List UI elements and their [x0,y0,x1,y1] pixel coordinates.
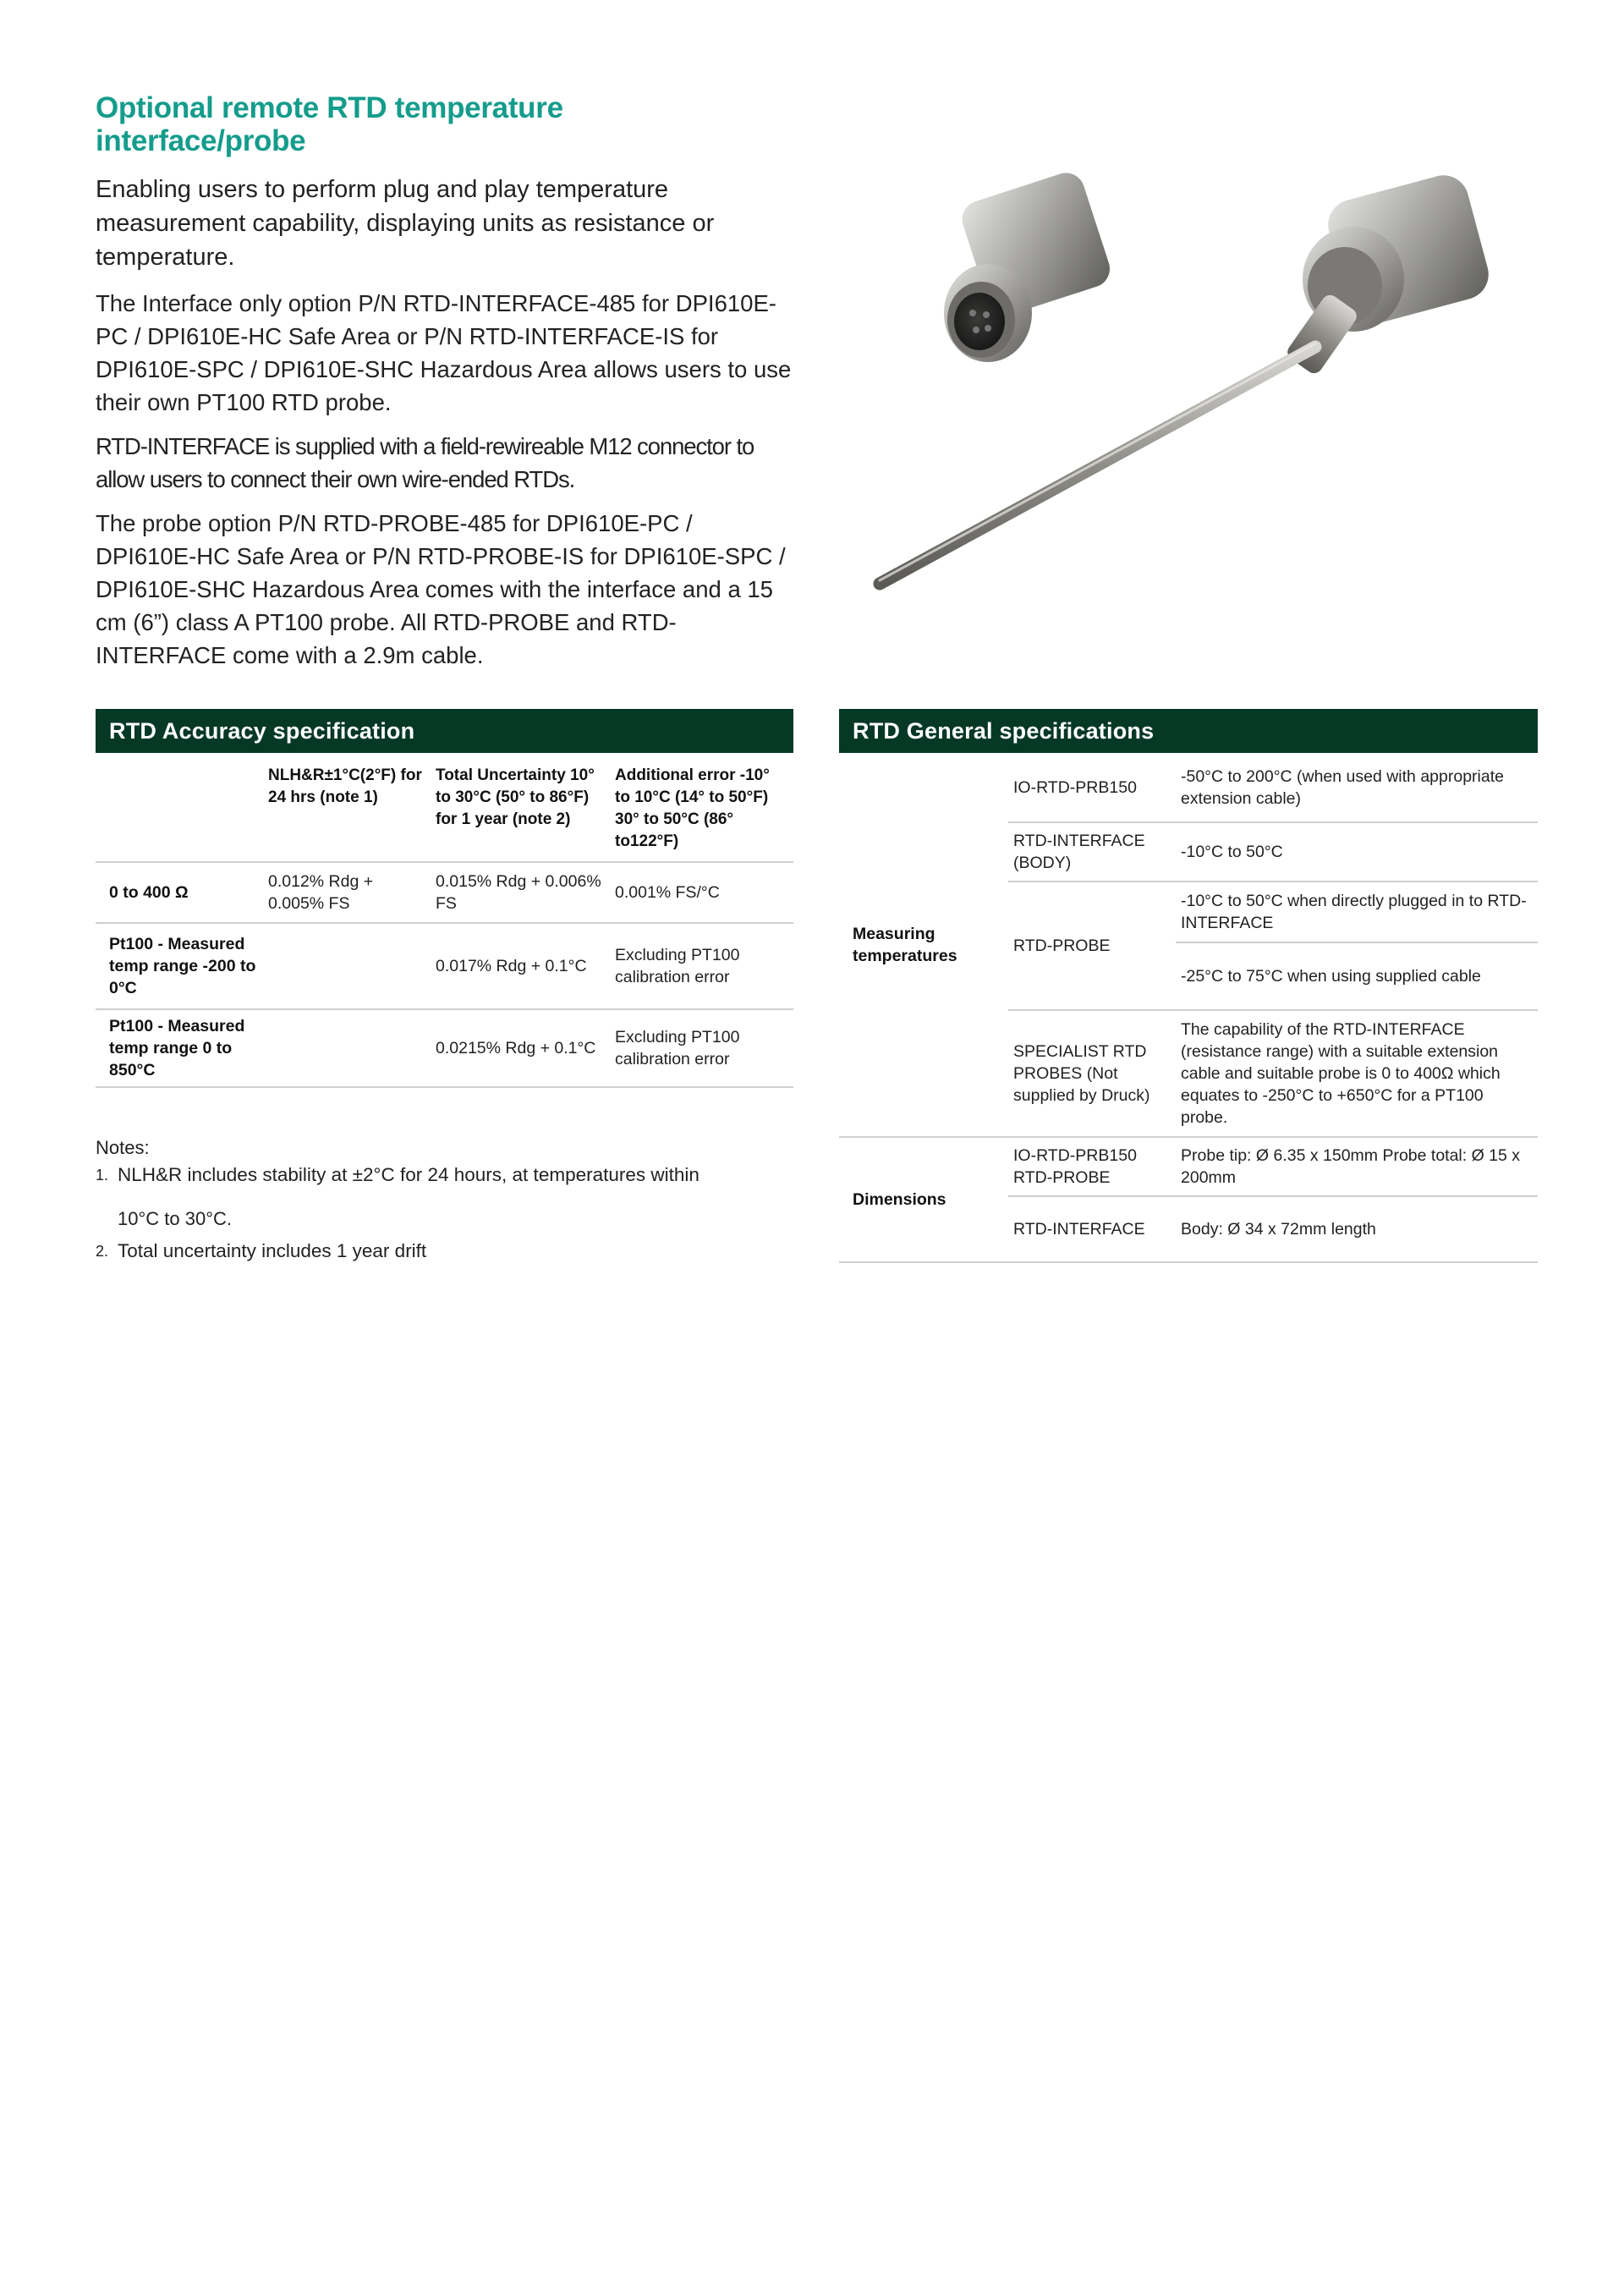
table-row [96,923,793,1009]
intro-paragraph-3: RTD-INTERFACE is supplied with a field-rewireable M12 connector to allow users to connect their own wire-ended RTDs. [96,433,754,492]
note-1-continuation: 10°C to 30°C. [118,1208,232,1229]
note-2-number: 2. [96,1243,109,1260]
rtd-product-photo [863,152,1556,626]
notes [96,1135,806,1264]
spec-item: RTD-PROBE [1008,882,1176,1010]
note-1-number: 1. [96,1167,109,1184]
header-nlhr: NLH&R±1°C(2°F) for 24 hrs (note 1) [268,766,422,806]
note-2-text: Total uncertainty includes 1 year drift [118,1240,427,1261]
spec-item: SPECIALIST RTD PROBES (Not supplied by Druck) [1008,1010,1176,1137]
table-row [839,753,1538,822]
table-cell: 0.001% FS/°C [615,883,720,902]
spec-item: IO-RTD-PRB150 RTD-PROBE [1008,1137,1176,1196]
spec-value: The capability of the RTD-INTERFACE (resistance range) with a suitable extension cable and suitable probe is 0 to 400Ω which equates to -250°C to +650°C for a PT100 probe. [1176,1010,1538,1137]
row-label: Pt100 - Measured temp range 0 to 850°C [109,1017,245,1079]
table-cell: 0.012% Rdg + 0.005% FS [268,872,374,913]
rtd-general-heading: RTD General specifications [839,709,1538,753]
page-title [96,91,823,157]
spec-item: RTD-INTERFACE [1008,1196,1176,1262]
note-2 [96,1239,806,1264]
rtd-general-table [839,753,1538,1263]
header-additional-error: Additional error -10° to 10°C (14° to 50°F) 30° to 50°C (86° to122°F) [615,766,770,850]
row-label: Pt100 - Measured temp range -200 to 0°C [109,935,256,997]
spec-value: -50°C to 200°C (when used with appropriate extension cable) [1176,753,1538,822]
spec-item: IO-RTD-PRB150 [1008,753,1176,822]
note-1-text: NLH&R includes stability at ±2°C for 24 hours, at temperatures within [118,1164,700,1185]
group-label-measuring: Measuring temperatures [839,753,1008,1137]
table-cell: Excluding PT100 calibration error [615,946,740,986]
spec-value: -10°C to 50°C when directly plugged in to RTD-INTERFACE [1176,882,1538,942]
intro-paragraph-1: Enabling users to perform plug and play temperature measurement capability, displaying units as resistance or temperature. [96,176,715,271]
table-header-row [96,753,793,862]
spec-item: RTD-INTERFACE (BODY) [1008,822,1176,882]
table-cell: Excluding PT100 calibration error [615,1028,740,1068]
notes-title: Notes: [96,1137,150,1158]
rtd-interface-image [944,168,1115,362]
intro-text [96,173,798,683]
row-label: 0 to 400 Ω [109,883,189,902]
spec-value: -10°C to 50°C [1176,822,1538,882]
spec-value: Probe tip: Ø 6.35 x 150mm Probe total: Ø 15 x 200mm [1176,1137,1538,1196]
intro-paragraph-2: The Interface only option P/N RTD-INTERFACE-485 for DPI610E-PC / DPI610E-HC Safe Area or P/N RTD-INTERFACE-IS for DPI610E-SPC / DPI610E-SHC Hazardous Area allows users to use their own PT100 RTD probe. [96,290,792,415]
rtd-accuracy-heading: RTD Accuracy specification [96,709,793,753]
page-title-line-2: interface/probe [96,124,306,157]
note-1 [96,1162,806,1188]
table-row [839,1137,1538,1196]
rtd-accuracy-table [96,753,793,1088]
page-title-line-1: Optional remote RTD temperature [96,91,563,124]
header-blank [96,753,263,862]
table-cell: 0.0215% Rdg + 0.1°C [436,1039,596,1057]
table-row [96,1009,793,1087]
header-total-uncertainty: Total Uncertainty 10° to 30°C (50° to 86°F) for 1 year (note 2) [436,766,595,828]
spec-value: Body: Ø 34 x 72mm length [1176,1196,1538,1262]
table-row [96,862,793,923]
spec-value: -25°C to 75°C when using supplied cable [1176,942,1538,1010]
table-cell: 0.017% Rdg + 0.1°C [436,957,587,975]
intro-paragraph-4: The probe option P/N RTD-PROBE-485 for DPI610E-PC / DPI610E-HC Safe Area or P/N RTD-PROBE-IS for DPI610E-SPC / DPI610E-SHC Hazardous Area comes with the interface and a 15 cm (6”) class A PT100 probe. All RTD-PROBE and RTD-INTERFACE come with a 2.9m cable. [96,510,786,668]
table-cell [263,1009,431,1087]
table-cell: 0.015% Rdg + 0.006% FS [436,872,601,913]
rtd-general-panel [839,709,1538,1263]
group-label-dimensions: Dimensions [839,1137,1008,1262]
rtd-accuracy-panel [96,709,793,1088]
table-cell [263,923,431,1009]
